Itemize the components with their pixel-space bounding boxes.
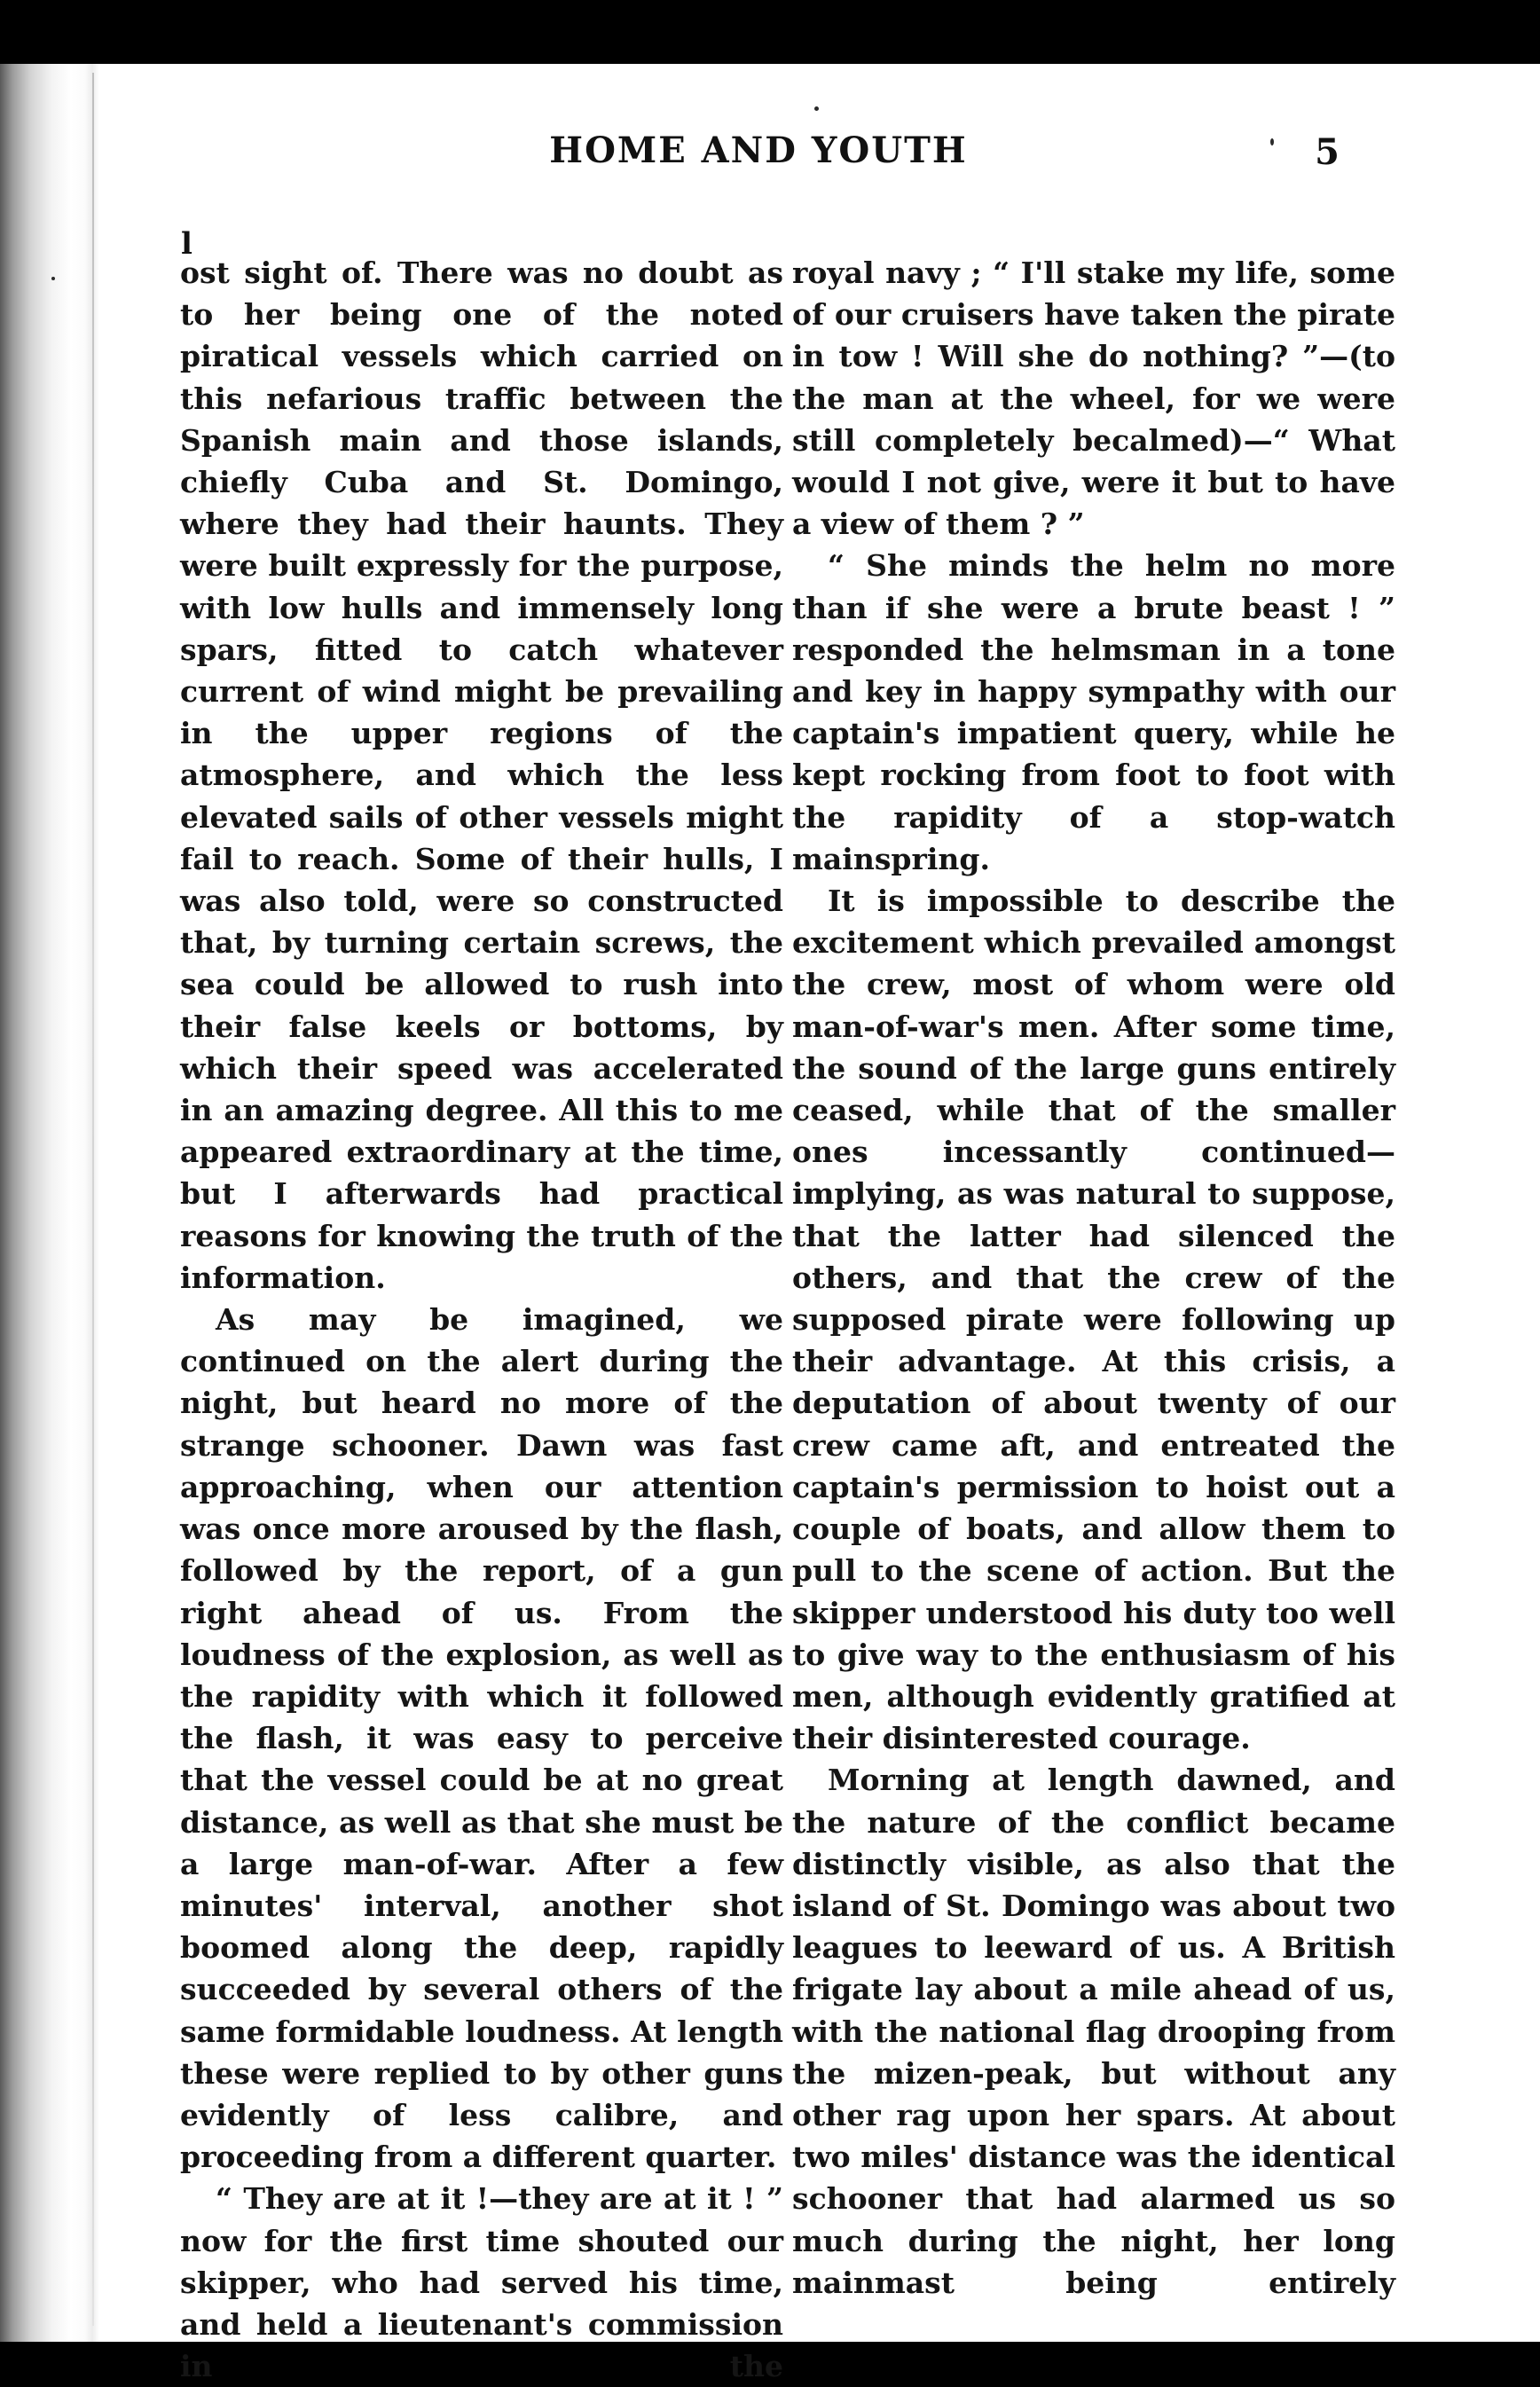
running-head-title: HOME AND YOUTH xyxy=(549,130,968,171)
paragraph: “ She minds the helm no more than if she were a brute beast ! ” responded the helmsman in a tone and key in happy sympathy with our captain's impatient query, while he kept rocking from foot to foot with the rapidity of a stop-watch mainspring. xyxy=(792,548,1395,876)
paragraph: “ They are at it !—they are at it ! ” now for the first time shouted our skipper, who had served his time, and held a lieutenant's commission in the xyxy=(180,2181,783,2384)
text-column-right xyxy=(792,252,1395,2304)
ink-speck xyxy=(814,106,819,111)
paragraph: Morning at length dawned, and the nature of the conflict became distinctly visible, as also that the island of St. Domingo was about two leagues to leeward of us. A British frigate lay about a mile ahead of us, with the national flag drooping from the mizen-peak, but without any other rag upon her spars. At about two miles' distance was the identical schooner that had alarmed us so much during the night, her long mainmast being entirely xyxy=(792,1763,1395,2300)
paragraph: As may be imagined, we continued on the alert during the night, but heard no more of the strange schooner. Dawn was fast approaching, when our attention was once more aroused by the flash, followed by the report, of a gun right ahead of us. From the loudness of the explosion, as well as the rapidity with which it followed the flash, it was easy to perceive that the vessel could be at no great distance, as well as that she must be a large man-of-war. After a few minutes' interval, another shot boomed along the deep, rapidly succeeded by several others of the same formidable loudness. At length these were replied to by other guns evidently of less calibre, and proceeding from a different quarter. xyxy=(180,1302,783,2175)
continued-letter-fragment: l xyxy=(181,226,192,262)
page-gutter-shadow xyxy=(0,64,99,2342)
paragraph: It is impossible to describe the excitement which prevailed amongst the crew, most of whom were old man-of-war's men. After some time, the sound of the large guns entirely ceased, while that of the smaller ones incessantly continued—implying, as was natural to suppose, that the latter had silenced the others, and that the crew of the supposed pirate were following up their advantage. At this crisis, a deputation of about twenty of our crew came aft, and entreated the captain's permission to hoist out a couple of boats, and allow them to pull to the scene of action. But the skipper understood his duty too well to give way to the enthusiasm of his men, although evidently gratified at their disinterested courage. xyxy=(792,883,1395,1756)
paragraph: ost sight of. There was no doubt as to her being one of the noted piratical vessels which carried on this nefarious traffic between the Spanish main and those islands, chiefly Cuba and St. Domingo, where they had their haunts. They were built expressly for the purpose, with low hulls and immensely long spars, fitted to catch whatever current of wind might be prevailing in the upper regions of the atmosphere, and which the less elevated sails of other vessels might fail to reach. Some of their hulls, I was also told, were so constructed that, by turning certain screws, the sea could be allowed to rush into their false keels or bottoms, by which their speed was accelerated in an amazing degree. All this to me appeared extraordinary at the time, but I afterwards had practical reasons for knowing the truth of the information. xyxy=(180,255,783,1295)
text-column-left xyxy=(180,252,783,2387)
scan-top-border xyxy=(0,0,1540,64)
running-head xyxy=(177,130,1340,183)
page-number: 5 xyxy=(1315,131,1340,173)
ink-speck xyxy=(51,277,55,280)
paragraph: royal navy ; “ I'll stake my life, some of our cruisers have taken the pirate in tow ! Will she do nothing? ”—(to the man at the wheel, for we were still completely becalmed)—“ What would I not give, were it but to have a view of them ? ” xyxy=(792,255,1395,542)
gutter-line xyxy=(92,73,94,2326)
